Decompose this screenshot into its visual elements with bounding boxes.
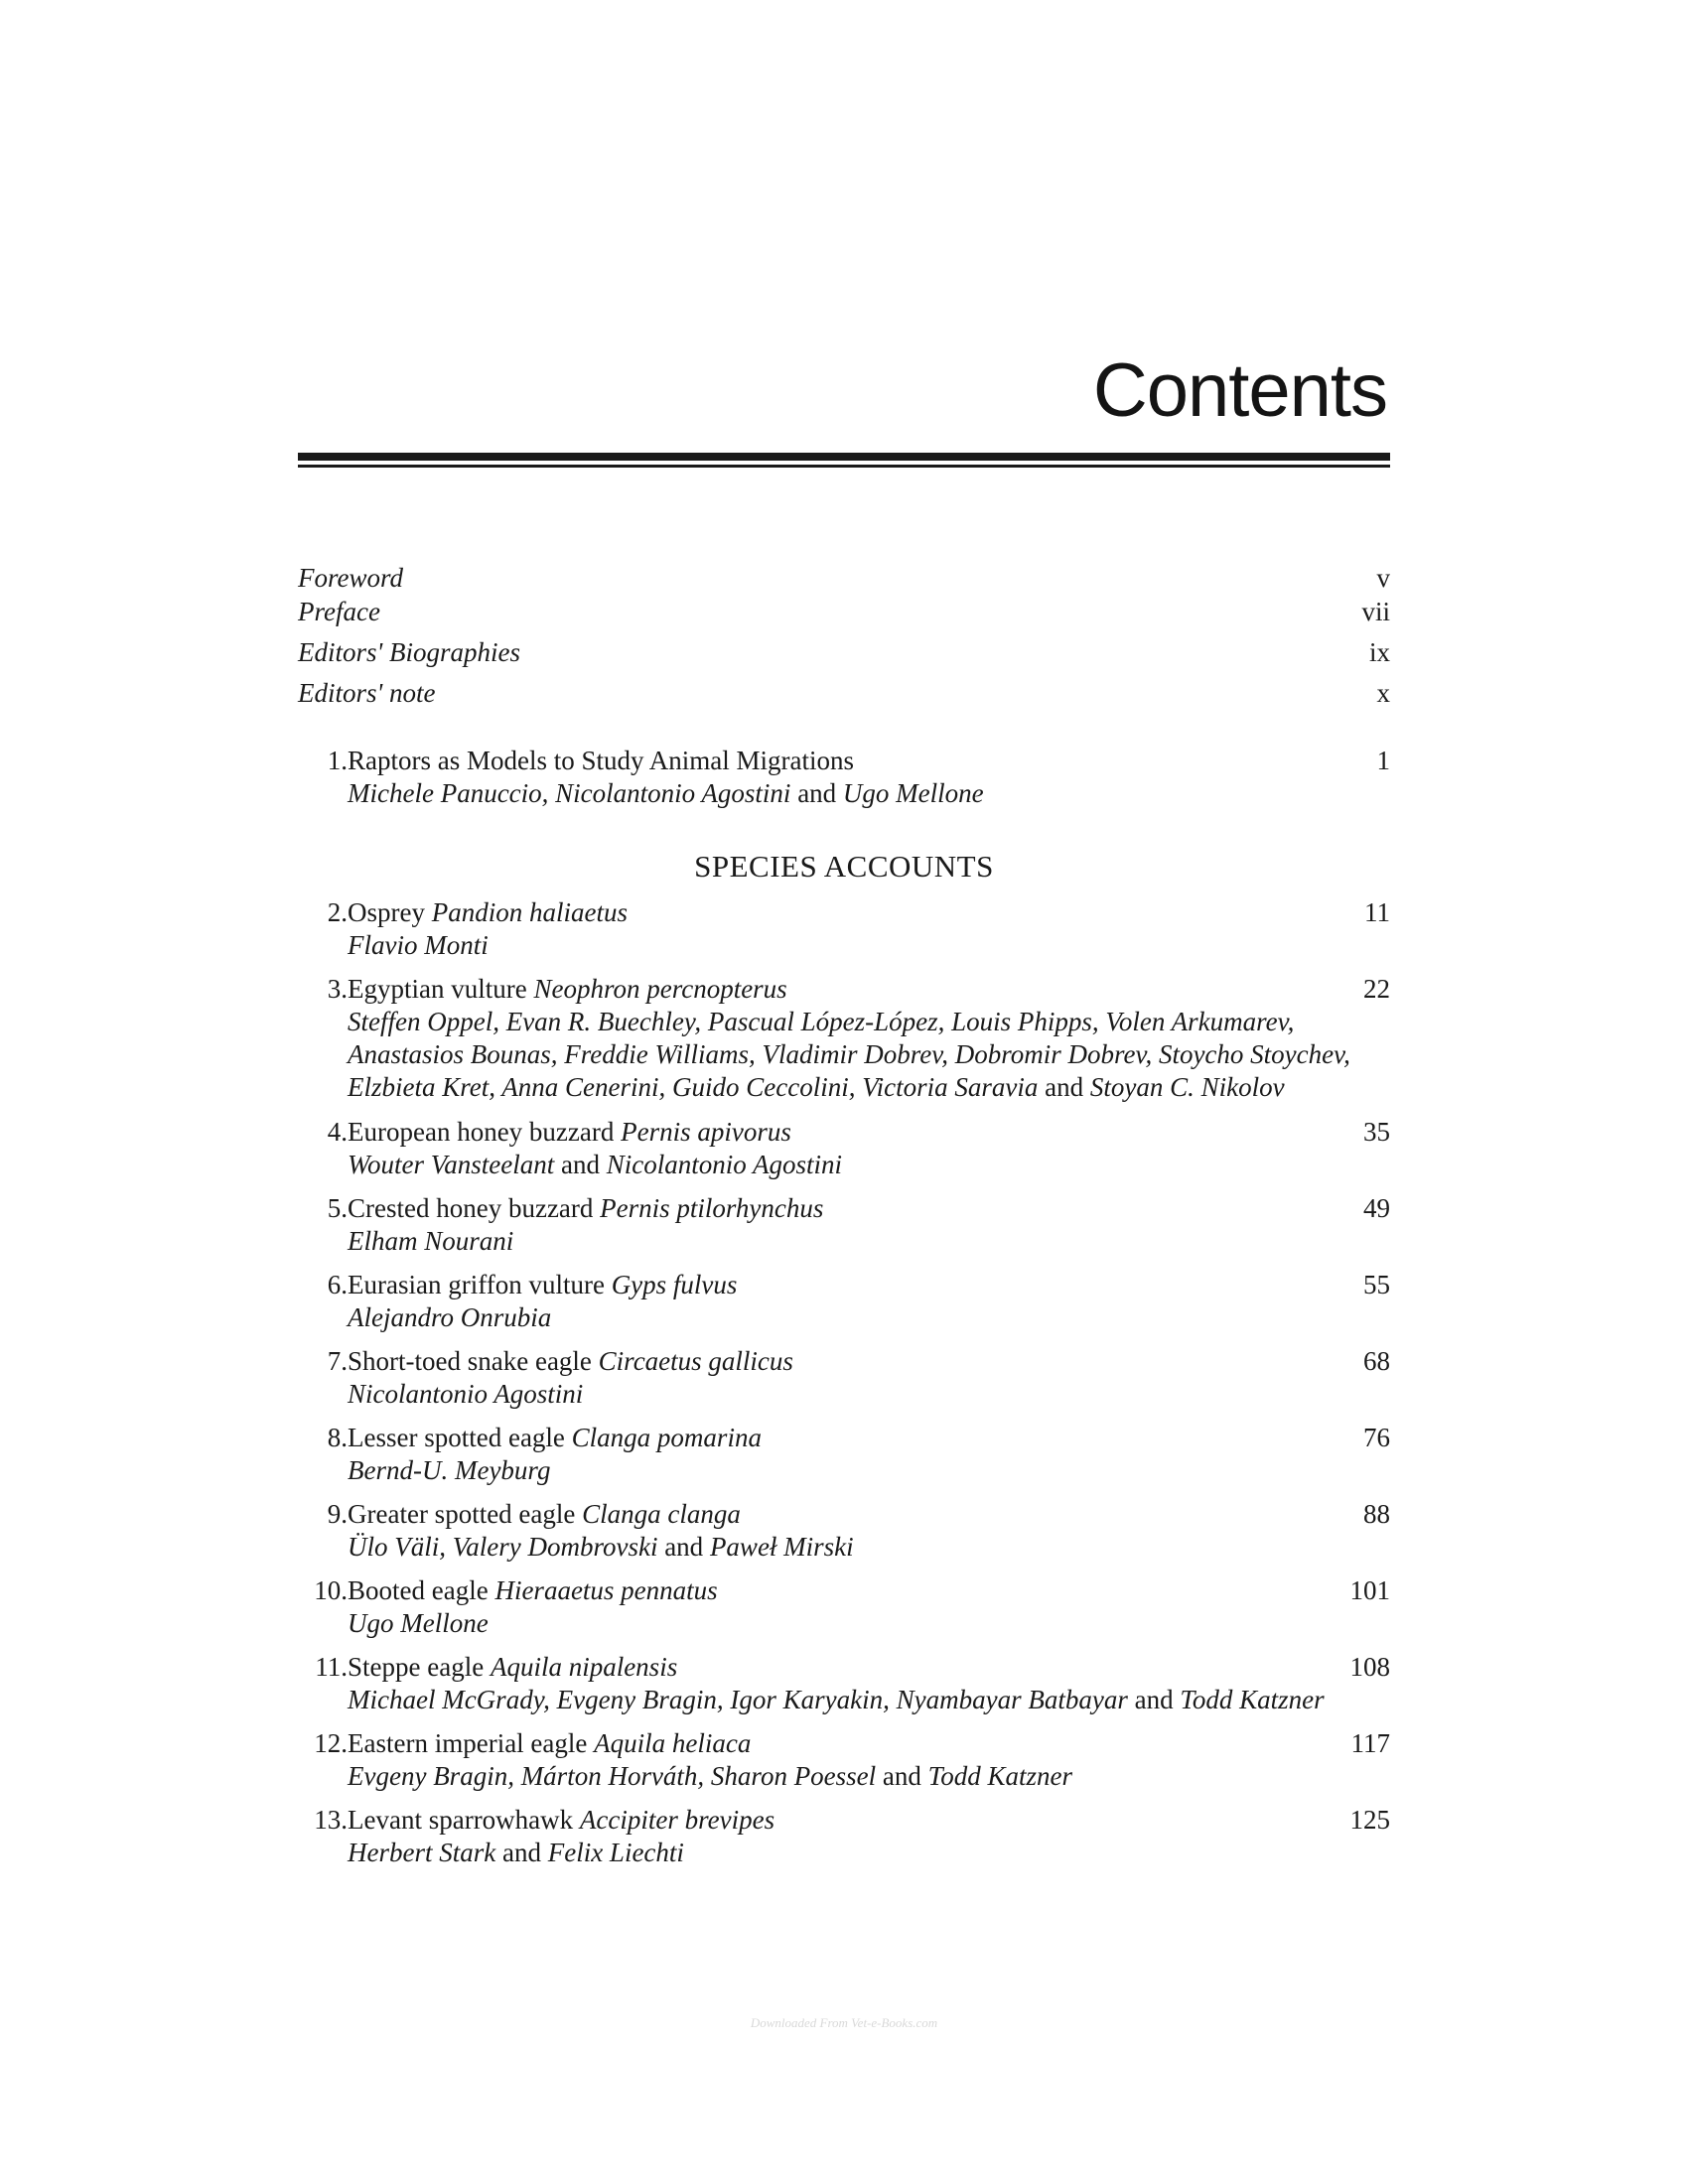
author-names: Evgeny Bragin, Márton Horváth, Sharon Poessel [348,1761,877,1791]
chapter-number: 9. [327,1499,348,1529]
chapter-title [348,1422,762,1454]
author-conjunction: and [1127,1685,1181,1714]
species-scientific-name: Pandion haliaetus [431,897,628,927]
toc-entry-label: Editors' Biographies [298,637,521,667]
section-heading: SPECIES ACCOUNTS [694,849,994,884]
chapter-title [348,1269,737,1301]
chapter-title-text: Eastern imperial eagle [348,1728,595,1758]
toc-page-number: vii [1361,597,1390,626]
author-conjunction: and [1038,1072,1090,1102]
chapter-authors [348,1607,1400,1640]
author-names: Bernd-U. Meyburg [348,1455,551,1485]
chapter-number: 12. [314,1728,348,1758]
author-names: Ugo Mellone [348,1608,489,1638]
author-names: Ülo Väli, Valery Dombrovski [348,1532,658,1562]
species-scientific-name: Circaetus gallicus [598,1346,793,1376]
species-scientific-name: Accipiter brevipes [579,1805,775,1835]
toc-page-number: 35 [1363,1117,1390,1147]
chapter-title-text: Crested honey buzzard [348,1193,601,1223]
author-names: Ugo Mellone [842,778,984,808]
author-conjunction: and [554,1150,607,1179]
chapter-authors [348,1684,1400,1716]
title-rule-thick [298,453,1390,461]
author-names: Felix Liechti [547,1838,684,1867]
species-scientific-name: Aquila heliaca [594,1728,752,1758]
toc-page-number: ix [1368,637,1390,667]
toc-page-number: 68 [1363,1346,1390,1376]
chapter-authors [348,1837,1400,1869]
toc-entry-label: Foreword [298,563,403,593]
author-names: Flavio Monti [348,930,489,960]
author-conjunction: and [495,1838,548,1867]
toc-page-number: 55 [1363,1270,1390,1299]
chapter-title [348,973,787,1006]
chapter-authors [348,1006,1400,1104]
chapter-authors [348,777,1400,810]
chapter-authors [348,1378,1400,1411]
chapter-number: 7. [327,1346,348,1376]
author-names: Paweł Mirski [709,1532,854,1562]
toc-page-number: 101 [1349,1575,1390,1605]
chapter-title [348,1651,677,1684]
toc-page-number: 117 [1350,1728,1390,1758]
author-names: Michele Panuccio, Nicolantonio Agostini [348,778,791,808]
toc-page-number: 76 [1363,1423,1390,1452]
author-names: Wouter Vansteelant [348,1150,555,1179]
chapter-title [348,1498,741,1531]
species-scientific-name: Clanga clanga [582,1499,741,1529]
chapter-title [348,1345,793,1378]
species-scientific-name: Gyps fulvus [611,1270,738,1299]
author-conjunction: and [657,1532,710,1562]
chapter-authors [348,1531,1400,1564]
chapter-number: 2. [327,897,348,927]
species-scientific-name: Pernis apivorus [621,1117,791,1147]
author-conjunction: and [790,778,843,808]
author-names: Anastasios Bounas, Freddie Williams, Vladimir Dobrev, Dobromir Dobrev, Stoycho Stoychev, [348,1039,1350,1069]
author-names: Herbert Stark [348,1838,496,1867]
page-title: Contents [1092,348,1387,433]
chapter-number: 13. [314,1805,348,1835]
author-names: Todd Katzner [1180,1685,1325,1714]
toc-page-number: 125 [1349,1805,1390,1835]
toc-entry-label: Editors' note [298,678,436,708]
chapter-title-text: Raptors as Models to Study Animal Migrations [348,746,854,775]
chapter-title-text: Levant sparrowhawk [348,1805,580,1835]
author-names: Steffen Oppel, Evan R. Buechley, Pascual López-López, Louis Phipps, Volen Arkumarev, [348,1007,1295,1036]
chapter-title-text: Osprey [348,897,432,927]
author-names: Stoyan C. Nikolov [1089,1072,1285,1102]
toc-page-number: 1 [1376,746,1390,775]
toc-entry-label: Preface [298,597,380,626]
chapter-title [348,896,628,929]
toc-entry-foreword[interactable] [298,563,1390,599]
species-scientific-name: Hieraaetus pennatus [494,1575,718,1605]
chapter-authors [348,1454,1400,1487]
chapter-title-text: Booted eagle [348,1575,495,1605]
author-names: Nicolantonio Agostini [348,1379,584,1409]
author-conjunction: and [876,1761,928,1791]
title-rule-thin [298,465,1390,468]
chapter-title-text: European honey buzzard [348,1117,622,1147]
chapter-title-text: Short-toed snake eagle [348,1346,599,1376]
chapter-authors [348,1149,1400,1181]
toc-page-number: x [1376,678,1390,708]
species-scientific-name: Clanga pomarina [571,1423,762,1452]
author-names: Todd Katzner [927,1761,1072,1791]
toc-page-number: 108 [1349,1652,1390,1682]
toc-page-number: 49 [1363,1193,1390,1223]
author-names: Nicolantonio Agostini [606,1150,842,1179]
species-scientific-name: Pernis ptilorhynchus [600,1193,824,1223]
author-names: Alejandro Onrubia [348,1302,552,1332]
chapter-number: 4. [327,1117,348,1147]
chapter-title-text: Steppe eagle [348,1652,491,1682]
toc-page-number: 11 [1364,897,1390,927]
toc-entry-editors-biographies[interactable] [298,637,1390,673]
chapter-number: 10. [314,1575,348,1605]
chapter-title-text: Eurasian griffon vulture [348,1270,612,1299]
chapter-authors [348,1301,1400,1334]
watermark: Downloaded From Vet-e-Books.com [750,2015,938,2030]
chapter-title [348,1727,751,1760]
chapter-number: 6. [327,1270,348,1299]
chapter-number: 8. [327,1423,348,1452]
chapter-title-text: Greater spotted eagle [348,1499,583,1529]
chapter-number: 5. [327,1193,348,1223]
author-names: Elzbieta Kret, Anna Cenerini, Guido Ceccolini, Victoria Saravia [348,1072,1039,1102]
chapter-title [348,1116,791,1149]
toc-page-number: 22 [1363,974,1390,1004]
chapter-title [348,745,854,777]
chapter-number: 3. [327,974,348,1004]
chapter-authors [348,1225,1400,1258]
toc-page-number: 88 [1363,1499,1390,1529]
chapter-authors [348,1760,1400,1793]
chapter-title-text: Lesser spotted eagle [348,1423,572,1452]
chapter-title [348,1192,823,1225]
chapter-title [348,1574,718,1607]
species-scientific-name: Neophron percnopterus [533,974,787,1004]
species-scientific-name: Aquila nipalensis [490,1652,678,1682]
chapter-number: 1. [327,746,348,775]
toc-entry-editors-note[interactable] [298,678,1390,714]
chapter-number: 11. [315,1652,348,1682]
author-names: Michael McGrady, Evgeny Bragin, Igor Karyakin, Nyambayar Batbayar [348,1685,1128,1714]
author-names: Elham Nourani [348,1226,514,1256]
toc-page-number: v [1376,563,1390,593]
chapter-authors [348,929,1400,962]
toc-entry-preface[interactable] [298,597,1390,632]
chapter-title-text: Egyptian vulture [348,974,534,1004]
chapter-title [348,1804,774,1837]
